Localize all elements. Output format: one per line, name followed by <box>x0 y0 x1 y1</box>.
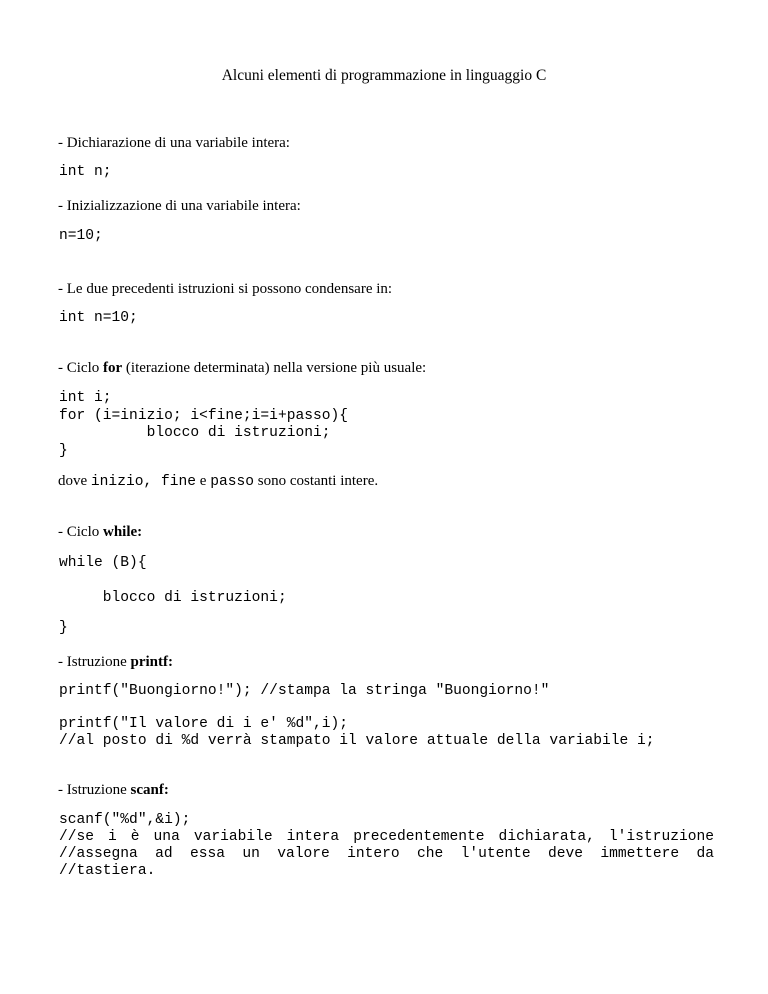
heading-suffix: (iterazione determinata) nella versione più usuale: <box>122 360 427 376</box>
heading-prefix: - Istruzione <box>58 654 131 670</box>
code-for-loop <box>59 390 348 460</box>
keyword-for: for <box>103 360 123 376</box>
section-heading-declaration: - Dichiarazione di una variabile intera: <box>58 135 290 151</box>
section-heading-for <box>58 360 426 377</box>
note-text: sono costanti intere. <box>253 473 379 489</box>
section-heading-printf <box>58 654 173 671</box>
code-scanf-line-4: //tastiera. <box>59 863 156 879</box>
code-scanf-line-2: //se i è una variabile intera precedentemente dichiarata, l'istruzione <box>59 829 714 845</box>
code-scanf-line-3: //assegna ad essa un valore intero che l'utente deve immettere da <box>59 846 714 862</box>
section-heading-initialization: - Inizializzazione di una variabile intera: <box>58 198 301 214</box>
note-code: passo <box>210 474 254 490</box>
section-heading-scanf <box>58 782 169 799</box>
code-condensed: int n=10; <box>59 310 138 326</box>
keyword-while: while: <box>103 524 143 540</box>
for-note <box>58 473 378 490</box>
heading-prefix: - Ciclo <box>58 524 103 540</box>
page-title: Alcuni elementi di programmazione in linguaggio C <box>221 67 547 84</box>
code-scanf-line-1: scanf("%d",&i); <box>59 812 191 828</box>
code-printf-line-2: printf("Il valore di i e' %d",i); <box>59 716 349 732</box>
code-while-line-1: while (B){ <box>59 555 147 571</box>
code-printf-line-3: //al posto di %d verrà stampato il valore attuale della variabile i; <box>59 733 655 749</box>
heading-prefix: - Istruzione <box>58 782 131 798</box>
code-while-line-3: } <box>59 620 68 636</box>
keyword-scanf: scanf: <box>130 782 169 798</box>
note-code: inizio, fine <box>90 474 197 490</box>
code-declaration: int n; <box>59 164 112 180</box>
code-line: for (i=inizio; i<fine;i=i+passo){ <box>59 407 349 424</box>
code-line: } <box>59 442 68 459</box>
keyword-printf: printf: <box>130 654 173 670</box>
note-text: dove <box>58 473 91 489</box>
code-initialization: n=10; <box>59 228 103 244</box>
note-text: e <box>196 473 211 489</box>
code-line: blocco di istruzioni; <box>59 425 331 441</box>
section-heading-while <box>58 524 142 541</box>
section-heading-condensed: - Le due precedenti istruzioni si possono condensare in: <box>58 281 393 297</box>
code-line: int i; <box>59 390 112 406</box>
code-printf-line-1: printf("Buongiorno!"); //stampa la stringa "Buongiorno!" <box>59 683 550 699</box>
code-while-line-2: blocco di istruzioni; <box>59 590 287 606</box>
heading-prefix: - Ciclo <box>58 360 103 376</box>
